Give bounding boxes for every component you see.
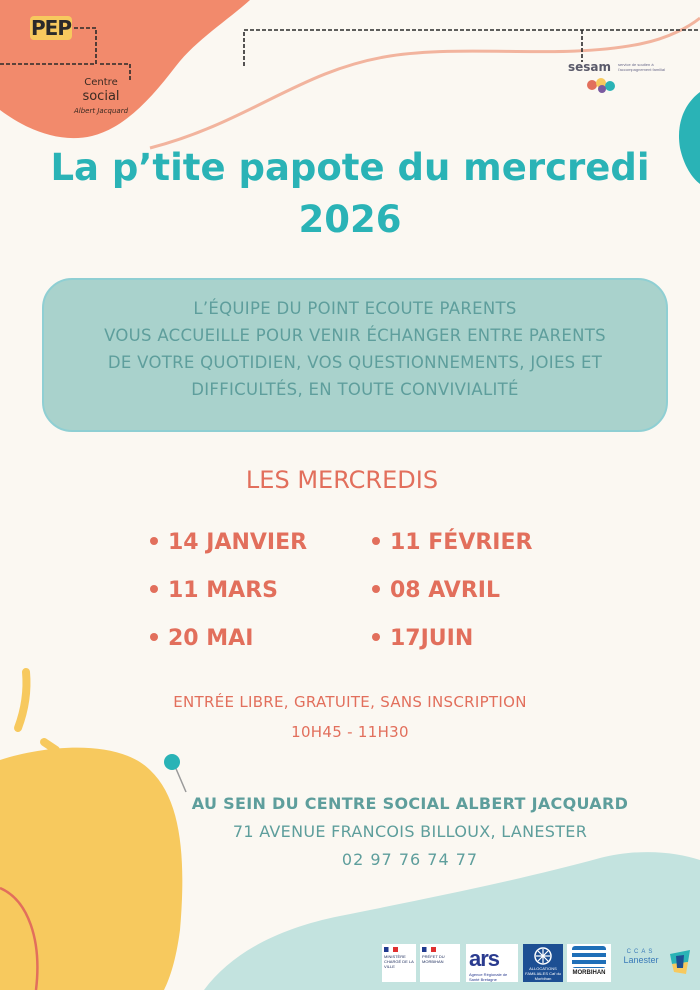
centre-social-logo: [66, 76, 136, 118]
hours-info: 10H45 - 11H30: [291, 723, 409, 741]
date-item: [372, 530, 532, 555]
pep-logo: [30, 16, 78, 44]
bullet-icon: [150, 537, 158, 545]
partner-logo-ccas: [616, 944, 666, 982]
bullet-icon: [150, 585, 158, 593]
morbihan-label: MORBIHAN: [572, 970, 606, 976]
sesam-logo: [568, 58, 678, 98]
bullet-icon: [372, 633, 380, 641]
partner-logo-caf: [523, 944, 563, 982]
partner-logo-ars: [466, 944, 518, 982]
date-label: 08 AVRIL: [390, 578, 500, 603]
date-label: 20 MAI: [168, 626, 254, 651]
venue-address: 71 AVENUE FRANCOIS BILLOUX, LANESTER: [232, 822, 588, 841]
pin-head: [164, 754, 180, 770]
sesam-logo-icon: [586, 76, 620, 94]
title-line2: 2026: [298, 198, 402, 241]
caf-snowflake-icon: [534, 947, 552, 965]
entry-info: ENTRÉE LIBRE, GRATUITE, SANS INSCRIPTION: [173, 693, 527, 711]
venue-phone: 02 97 76 74 77: [341, 850, 479, 869]
date-label: 14 JANVIER: [168, 530, 308, 555]
prefet-label: PRÉFET DU MORBIHAN: [422, 954, 445, 964]
date-item: [150, 530, 307, 555]
info-line-3: DE VOTRE QUOTIDIEN, VOS QUESTIONNEMENTS, JOIES ET: [107, 353, 603, 372]
date-item: [150, 578, 278, 603]
sesam-logo-tagline: service de soutien à l'accompagnement familial: [618, 62, 666, 72]
pep-logo-text: PEP: [31, 16, 71, 40]
yellow-stroke-2: [44, 742, 56, 750]
centre-social-line1: Centre: [84, 77, 118, 88]
date-item: [372, 578, 500, 603]
ars-label: ars: [469, 946, 500, 971]
title-line1: La p’tite papote du mercredi: [50, 146, 650, 189]
french-flag-icon: [384, 947, 398, 952]
french-flag-icon: [422, 947, 436, 952]
info-line-4: DIFFICULTÉS, EN TOUTE CONVIVIALITÉ: [191, 380, 519, 399]
ministere-label: MINISTÈRE CHARGÉ DE LA VILLE: [384, 954, 414, 969]
yellow-blob: [0, 748, 182, 990]
ccas-top-label: CCAS: [626, 949, 656, 955]
venue-name: AU SEIN DU CENTRE SOCIAL ALBERT JACQUARD: [191, 794, 629, 813]
partner-logo-morbihan: [567, 944, 611, 982]
date-item: [372, 626, 473, 651]
page-title: [0, 142, 700, 246]
centre-social-line2: social: [82, 89, 120, 104]
date-label: 11 FÉVRIER: [390, 530, 533, 555]
info-box: [42, 278, 668, 432]
centre-social-line3: Albert Jacquard: [73, 107, 129, 115]
bullet-icon: [372, 537, 380, 545]
morbihan-waves-icon: [572, 946, 606, 968]
partner-logo-prefet: [420, 944, 460, 982]
bullet-icon: [150, 633, 158, 641]
dates-heading: LES MERCREDIS: [245, 466, 439, 494]
partner-logo-ministere: [382, 944, 416, 982]
date-label: 17JUIN: [390, 626, 474, 651]
info-line-2: VOUS ACCUEILLE POUR VENIR ÉCHANGER ENTRE PARENTS: [104, 326, 606, 345]
bullet-icon: [372, 585, 380, 593]
info-line-1: L’ÉQUIPE DU POINT ECOUTE PARENTS: [193, 299, 517, 318]
ars-sublabel: Agence Régionale de Santé Bretagne: [469, 972, 508, 982]
partner-logo-lanester: [668, 944, 694, 982]
ccas-label: Lanester: [623, 955, 659, 965]
date-item: [150, 626, 253, 651]
sesam-logo-name: sesam: [568, 60, 612, 74]
caf-label: ALLOCATIONS FAMILIALES Caf du Morbihan: [525, 966, 561, 981]
lanester-emblem-icon: [668, 948, 692, 976]
date-label: 11 MARS: [168, 578, 278, 603]
